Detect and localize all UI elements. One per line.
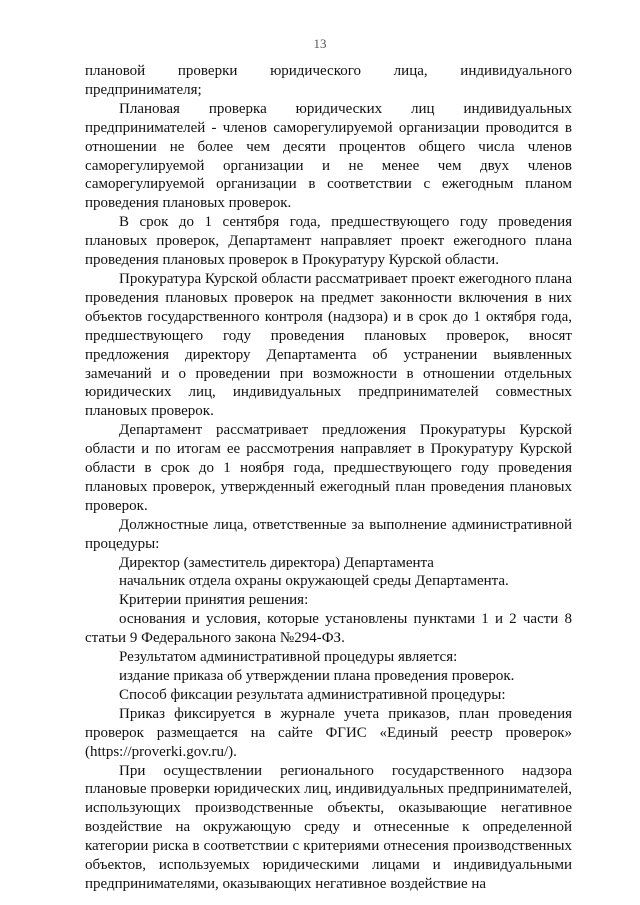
paragraph: плановой проверки юридического лица, индивидуального предпринимателя; bbox=[85, 63, 572, 98]
paragraph: Плановая проверка юридических лиц индивидуальных предпринимателей - членов саморегулируемой организации проводится в отношении не более чем десяти процентов общего числа членов саморегулируемой организации и не менее чем двух членов саморегулируемой организации в соответствии с ежегодным планом проведения плановых проверок. bbox=[85, 100, 572, 212]
page-number: 13 bbox=[313, 36, 327, 51]
paragraph: Должностные лица, ответственные за выполнение административной процедуры: bbox=[85, 516, 572, 552]
paragraph: При осуществлении регионального государственного надзора плановые проверки юридических лиц, индивидуальных предпринимателей, использующих производственные объекты, оказывающие негативное воздействие на окружающую среду и отнесенные к определенной категории риска в соответствии с критериями отнесения производственных объектов, используемых юридическими лицами и индивидуальными предпринимателями, оказывающих негативное воздействие на bbox=[85, 762, 572, 892]
paragraph: Результатом административной процедуры является: bbox=[119, 649, 458, 666]
paragraph: Прокуратура Курской области рассматривает проект ежегодного плана проведения плановых проверок на предмет законности включения в них объектов государственного контроля (надзора) и в срок до 1 октября года, предшествующего году проведения плановых проверок, вносят предложения директору Департамента об устранении выявленных замечаний и о проведении при возможности в отношении отдельных юридических лиц, индивидуальных предпринимателей совместных плановых проверок. bbox=[85, 270, 572, 420]
paragraph: В срок до 1 сентября года, предшествующего году проведения плановых проверок, Департамент направляет проект ежегодного плана проведения плановых проверок в Прокуратуру Курской области. bbox=[85, 214, 572, 269]
paragraph: Способ фиксации результата административной процедуры: bbox=[119, 686, 506, 703]
paragraph: Департамент рассматривает предложения Прокуратуры Курской области и по итогам ее рассмотрения направляет в Прокуратуру Курской области в срок до 1 ноября года, предшествующего году проведения плановых проверок, утвержденный ежегодный план проведения плановых проверок. bbox=[85, 422, 572, 514]
paragraph: Критерии принятия решения: bbox=[119, 592, 309, 609]
paragraph: Директор (заместитель директора) Департамента bbox=[119, 554, 434, 571]
paragraph: начальник отдела охраны окружающей среды Департамента. bbox=[119, 573, 509, 590]
paragraph: издание приказа об утверждении плана проведения проверок. bbox=[119, 668, 515, 684]
paragraph: основания и условия, которые установлены пунктами 1 и 2 части 8 статьи 9 Федерального закона №294-ФЗ. bbox=[85, 611, 572, 647]
document-body bbox=[85, 62, 572, 894]
paragraph: Приказ фиксируется в журнале учета приказов, план проведения проверок размещается на сайте ФГИС «Единый реестр проверок» (https://proverki.gov.ru/). bbox=[85, 705, 572, 760]
